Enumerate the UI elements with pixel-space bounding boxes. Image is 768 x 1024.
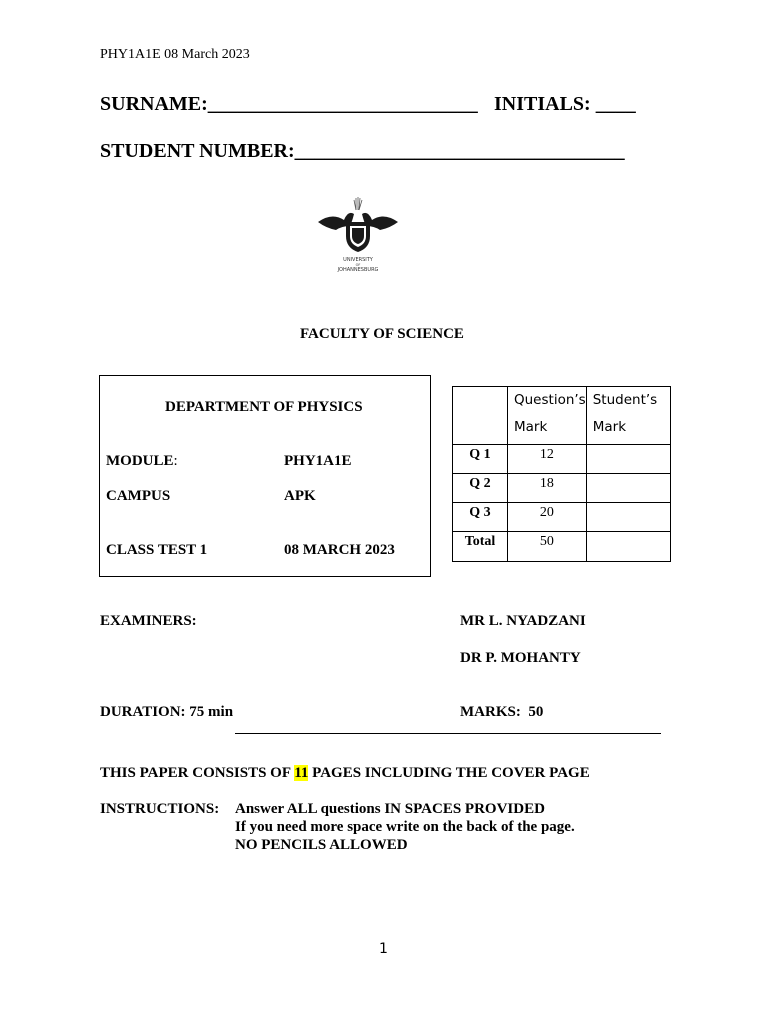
- class-test-label: CLASS TEST 1: [106, 542, 208, 558]
- university-crest-icon: [312, 196, 404, 276]
- university-logo: [312, 196, 404, 276]
- question-mark: 12: [508, 445, 587, 474]
- marks-total: MARKS: 50: [460, 704, 544, 720]
- header-code-date: PHY1A1E 08 March 2023: [100, 47, 250, 62]
- question-mark: 18: [508, 474, 587, 503]
- table-row: [453, 503, 671, 532]
- logo-text-university: UNIVERSITY: [343, 257, 373, 263]
- module-label: MODULE:: [106, 453, 178, 469]
- department-title: DEPARTMENT OF PHYSICS: [165, 399, 363, 415]
- question-label: Total: [453, 532, 508, 562]
- table-header-student-mark: Student’s Mark: [586, 387, 670, 445]
- examiner-name: DR P. MOHANTY: [460, 650, 581, 666]
- duration: DURATION: 75 min: [100, 704, 234, 720]
- examiner-name: MR L. NYADZANI: [460, 613, 586, 629]
- campus-value: APK: [284, 488, 316, 504]
- question-mark: 20: [508, 503, 587, 532]
- student-mark-cell[interactable]: [586, 445, 670, 474]
- question-label: Q 2: [453, 474, 508, 503]
- logo-text-johannesburg: JOHANNESBURG: [337, 267, 379, 273]
- question-label: Q 3: [453, 503, 508, 532]
- initials-field: INITIALS: ____: [494, 93, 636, 115]
- module-value: PHY1A1E: [284, 453, 352, 469]
- campus-label: CAMPUS: [106, 488, 171, 504]
- student-mark-cell[interactable]: [586, 503, 670, 532]
- page-count-highlight: 11: [294, 765, 309, 781]
- class-test-date: 08 MARCH 2023: [284, 542, 395, 558]
- instructions-label: INSTRUCTIONS:: [100, 801, 220, 817]
- logo-text-of: OF: [355, 263, 361, 267]
- marks-table: [452, 386, 671, 562]
- pages-line: THIS PAPER CONSISTS OF 11 PAGES INCLUDING THE COVER PAGE: [100, 765, 590, 781]
- table-header-question-mark: Question’s Mark: [508, 387, 587, 445]
- table-row: [453, 532, 671, 562]
- instruction-line: NO PENCILS ALLOWED: [235, 837, 408, 853]
- surname-field: SURNAME:___________________________: [100, 93, 478, 115]
- examiners-label: EXAMINERS:: [100, 613, 197, 629]
- student-mark-cell[interactable]: [586, 532, 670, 562]
- instruction-line: If you need more space write on the back of the page.: [235, 819, 575, 835]
- table-header-blank: [453, 387, 508, 445]
- student-mark-cell[interactable]: [586, 474, 670, 503]
- table-header-row: [453, 387, 671, 445]
- faculty-title: FACULTY OF SCIENCE: [300, 326, 464, 342]
- question-mark: 50: [508, 532, 587, 562]
- table-row: [453, 445, 671, 474]
- page-number: 1: [379, 941, 388, 957]
- student-number-field: STUDENT NUMBER:_________________________________: [100, 140, 625, 162]
- question-label: Q 1: [453, 445, 508, 474]
- table-row: [453, 474, 671, 503]
- divider-line: [235, 733, 661, 734]
- instruction-line: Answer ALL questions IN SPACES PROVIDED: [235, 801, 545, 817]
